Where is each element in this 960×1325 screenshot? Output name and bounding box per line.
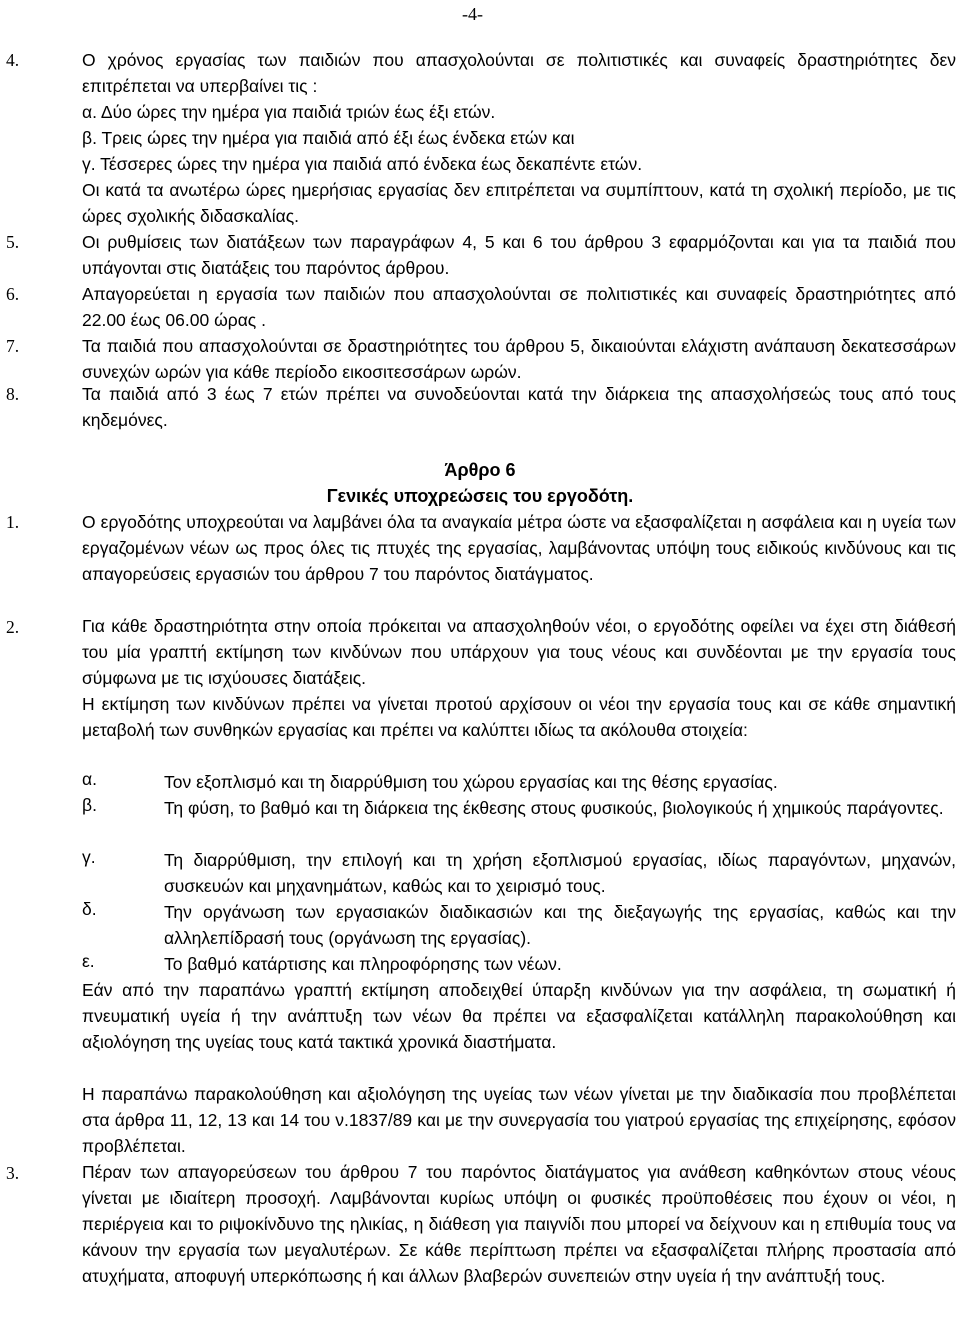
item-text: Απαγορεύεται η εργασία των παιδιών που απασχολούνται σε πολιτιστικές και συναφείς δραστηριότητες από 22.00 έως 06.00 ώρας . [82,284,956,330]
article-title: Άρθρο 6 [444,460,516,480]
subitem-letter: β. [82,795,97,815]
item-number: 7. [6,336,20,356]
paragraph-text: Η εκτίμηση των κινδύνων πρέπει να γίνεται προτού αρχίσουν οι νέοι την εργασία τους και σε κάθε σημαντική μεταβολή των συνθηκών εργασίας και πρέπει να καλύπτει ιδίως τα ακόλουθα στοιχεία: [82,694,956,740]
paragraph-number: 3. [6,1163,20,1183]
item-text: Τα παιδιά από 3 έως 7 ετών πρέπει να συνοδεύονται κατά την διάρκεια της απασχολήσεώς τους από τους κηδεμόνες. [82,384,956,430]
subitem-letter: γ. [82,847,96,867]
paragraph-text: Η παραπάνω παρακολούθηση και αξιολόγηση της υγείας των νέων γίνεται με την διαδικασία που προβλέπεται στα άρθρα 11, 12, 13 και 14 του ν.1837/89 και με την συνεργασία του γιατρού εργασίας της επιχείρησης, εφόσον προβλέπεται. [82,1084,956,1156]
paragraph-text: Πέραν των απαγορεύσεων του άρθρου 7 του παρόντος διατάγματος για ανάθεση καθηκόντων στους νέους γίνεται με ιδιαίτερη προσοχή. Λαμβάνονται κυρίως υπόψη οι φυσικές προϋποθέσεις που έχουν οι νέοι, η περιέργεια και το ριψοκίνδυνο της ηλικίας, η διάθεση για παιγνίδι που μπορεί να δείχνουν και η επιθυμία τους να κάνουν την εργασία των μεγαλυτέρων. Σε κάθε περίπτωση πρέπει να εξασφαλίζεται πλήρης προστασία από ατυχήματα, αποφυγή υπερκόπωσης ή και άλλων βλαβερών συνεπειών στην υγεία ή την ανάπτυξή τους. [82,1162,956,1286]
paragraph-number: 2. [6,617,20,637]
item-text: Οι κατά τα ανωτέρω ώρες ημερήσιας εργασίας δεν επιτρέπεται να συμπίπτουν, κατά τη σχολική περίοδο, με τις ώρες σχολικής διδασκαλίας. [82,180,956,226]
paragraph-text: Ο εργοδότης υποχρεούται να λαμβάνει όλα τα αναγκαία μέτρα ώστε να εξασφαλίζεται η ασφάλεια και η υγεία των εργαζομένων νέων ως προς όλες τις πτυχές της εργασίας, λαμβάνοντας υπόψη τους ειδικούς κινδύνους και τις απαγορεύσεις εργασιών του άρθρου 7 του παρόντος διατάγματος. [82,512,956,584]
item-text: Οι ρυθμίσεις των διατάξεων των παραγράφων 4, 5 και 6 του άρθρου 3 εφαρμόζονται και για τα παιδιά που υπάγονται στις διατάξεις του παρόντος άρθρου. [82,232,956,278]
item-number: 8. [6,384,20,404]
subitem-letter: α. [82,769,97,789]
item-number: 4. [6,50,20,70]
paragraph-text: Εάν από την παραπάνω γραπτή εκτίμηση αποδειχθεί ύπαρξη κινδύνων για την ασφάλεια, τη σωματική ή πνευματική υγεία ή την ανάπτυξη των νέων θα πρέπει να εξασφαλίζεται κατάλληλη παρακολούθηση και αξιολόγηση της υγείας τους κατά τακτικά χρονικά διαστήματα. [82,980,956,1052]
paragraph-text: Για κάθε δραστηριότητα στην οποία πρόκειται να απασχοληθούν νέοι, ο εργοδότης οφείλει να έχει στη διάθεσή του μία γραπτή εκτίμηση των κινδύνων που υπάρχουν για τους νέους και συνδέονται με την εργασία τους σύμφωνα με τις ισχύουσες διατάξεις. [82,616,956,688]
item-text: γ. Τέσσερες ώρες την ημέρα για παιδιά από ένδεκα έως δεκαπέντε ετών. [82,154,643,174]
subitem-text: Το βαθμό κατάρτισης και πληροφόρησης των νέων. [164,954,562,974]
page-number: -4- [462,4,483,24]
item-number: 6. [6,284,20,304]
item-text: Τα παιδιά που απασχολούνται σε δραστηριότητες του άρθρου 5, δικαιούνται ελάχιστη ανάπαυση δεκατεσσάρων συνεχών ωρών για κάθε περίοδο εικοσιτεσσάρων ωρών. [82,336,956,382]
item-text: β. Τρεις ώρες την ημέρα για παιδιά από έξι έως ένδεκα ετών και [82,128,575,148]
subitem-text: Τον εξοπλισμό και τη διαρρύθμιση του χώρου εργασίας και της θέσης εργασίας. [164,772,778,792]
item-text: Ο χρόνος εργασίας των παιδιών που απασχολούνται σε πολιτιστικές και συναφείς δραστηριότητες δεν επιτρέπεται να υπερβαίνει τις : [82,50,956,96]
subitem-letter: δ. [82,899,97,919]
subitem-text: Την οργάνωση των εργασιακών διαδικασιών και της διεξαγωγής της εργασίας, καθώς και την αλληλεπίδρασή τους (οργάνωση της εργασίας). [164,902,956,948]
item-text: α. Δύο ώρες την ημέρα για παιδιά τριών έως έξι ετών. [82,102,496,122]
paragraph-number: 1. [6,512,20,532]
subitem-text: Τη διαρρύθμιση, την επιλογή και τη χρήση εξοπλισμού εργασίας, ιδίως παραγόντων, μηχανών, συσκευών και μηχανημάτων, καθώς και το χειρισμό τους. [164,850,956,896]
item-number: 5. [6,232,20,252]
subitem-letter: ε. [82,951,95,971]
article-subtitle: Γενικές υποχρεώσεις του εργοδότη. [326,486,634,506]
subitem-text: Τη φύση, το βαθμό και τη διάρκεια της έκθεσης στους φυσικούς, βιολογικούς ή χημικούς παράγοντες. [164,798,944,818]
